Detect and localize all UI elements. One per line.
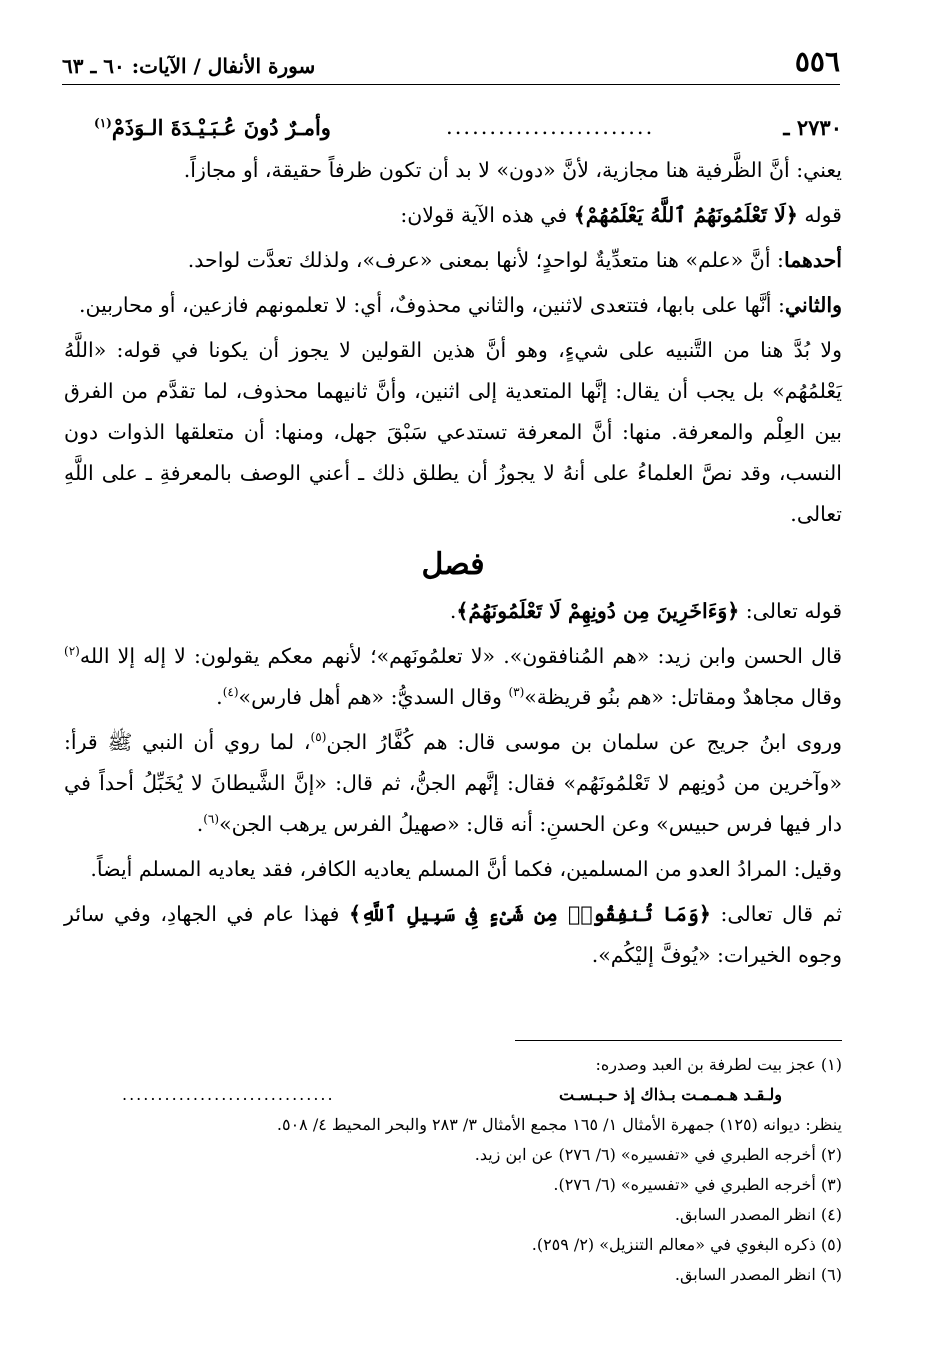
- opinion-label: أحدهما: [783, 248, 842, 272]
- main-text: [64, 104, 842, 980]
- paragraph-text: قوله تعالى:: [739, 599, 842, 623]
- paragraph-text: : أنَّ «علم» هنا متعدِّيةٌ لواحدٍ؛ لأنها بمعنى «عرف»، ولذلك تعدَّت لواحد.: [187, 248, 784, 272]
- paragraph-text: وقال السديُّ: «هم أهل فارس»: [238, 685, 509, 709]
- paragraph: [64, 894, 842, 976]
- quran-quote: ﴿لَا تَعْلَمُونَهُمُ ٱللَّهُ يَعْلَمُهُمْ﴾: [573, 203, 798, 227]
- footnote-ref: (٣): [508, 685, 525, 700]
- paragraph: [64, 849, 842, 890]
- verse-half-text: وأمـرٌ دُونَ عُـبَـيْـدَةَ الـوَذَمْ: [111, 114, 331, 140]
- poem-dots: ..............................: [122, 1085, 335, 1104]
- poetry-verse: [64, 104, 842, 150]
- footnote: (٦) انظر المصدر السابق.: [674, 1265, 842, 1284]
- quran-quote: ﴿وَءَاخَرِينَ مِن دُونِهِمْ لَا تَعْلَمُونَهُمُ﴾: [456, 599, 740, 623]
- paragraph: [64, 636, 842, 718]
- paragraph-text: ثم قال تعالى:: [710, 902, 843, 926]
- paragraph-text: قوله: [797, 203, 842, 227]
- footnote-poem: [64, 1080, 842, 1110]
- paragraph-text: يعني: أنَّ الظَّرفية هنا مجازية، لأنَّ «دون» لا بد أن تكون ظرفاً حقيقة، أو مجازاً.: [183, 158, 842, 182]
- paragraph-text: ولا بُدَّ هنا من التَّنبيه على شيءٍ، وهو أنَّ هذين القولين لا يجوز أن يكونا في قوله: «اللَّهُ يَعْلمُهُم» بل يجب أن يقال: إنَّها المتعدية إلى اثنين، وأنَّ ثانيهما محذوف، لما تقدَّم من الفرق بين العِلْم والمعرفة. منها: أنَّ المعرفة تستدعي سَبْقَ جهل، ومنها: أن متعلقها الذوات دون النسب، وقد نصَّ العلماءُ على أنهُ لا يجوزُ أن يطلق ذلك ـ أعني الوصف بالمعرفةِ ـ على اللَّهِ تعالى.: [64, 338, 842, 526]
- footnote: (٢) أخرجه الطبري في «تفسيره» (٦/ ٢٧٦) عن ابن زيد.: [474, 1145, 842, 1164]
- footnote-ref: (٢): [64, 644, 80, 659]
- footnote-ref: (٤): [222, 685, 239, 700]
- footnote: (٤) انظر المصدر السابق.: [674, 1205, 842, 1224]
- page-header: [62, 38, 840, 85]
- verse-number: ٢٧٣٠ ـ: [783, 114, 842, 140]
- paragraph-text: وقال مجاهدٌ ومقاتل: «هم بنُو قريظة»: [524, 685, 842, 709]
- section-heading: فصل: [421, 547, 485, 582]
- footnote-source: ينظر: ديوانه (١٢٥) جمهرة الأمثال ١/ ١٦٥ مجمع الأمثال ٣/ ٢٨٣ والبحر المحيط ٤/ ٥٠٨.: [276, 1115, 842, 1134]
- paragraph: [64, 240, 842, 281]
- footnote-ref: (٥): [310, 730, 327, 745]
- paragraph-text: فهذا عام في الجهادِ، وفي سائر وجوه الخيرات: «يُوفَّ إليْكُم».: [64, 902, 842, 967]
- paragraph-text: .: [196, 812, 204, 836]
- footnote-ref: (٦): [203, 812, 220, 827]
- verse-half: [64, 107, 331, 148]
- footnote-ref: (١): [94, 115, 112, 130]
- footnote: (١) عجز بيت لطرفة بن العبد وصدره:: [595, 1055, 842, 1074]
- footnote-divider: [515, 1040, 842, 1041]
- paragraph: [64, 722, 842, 845]
- paragraph-text: .: [449, 599, 457, 623]
- page-number: ٥٥٦: [794, 45, 840, 78]
- footnote: (٥) ذكره البغوي في «معالم التنزيل» (٢/ ٢٥٩).: [531, 1235, 842, 1254]
- paragraph-text: : أنَّها على بابها، فتتعدى لاثنين، والثاني محذوفٌ، أي: لا تعلمونهم فازعين، أو محاربين.: [78, 293, 785, 317]
- footnotes: [64, 1050, 842, 1290]
- paragraph-text: ، لما روي أن النبي ﷺ قرأ: «وآخرين من دُونِهم لا تَعْلمُونَهُم» فقال: إنَّهم الجنُّ، ثم قال: «إنَّ الشَّيطانَ لا يُخَبِّلُ أحداً في دار فيها فرس حبيس» وعن الحسنِ: أنه قال: «صهيلُ الفرس يرهب الجن»: [64, 730, 842, 836]
- opinion-label: والثاني: [784, 293, 842, 317]
- paragraph: [64, 285, 842, 326]
- paragraph-text: وروى ابنُ جريج عن سلمان بن موسى قال: هم كُفَّارُ الجن: [326, 730, 843, 754]
- paragraph: [64, 591, 842, 632]
- surah-title: سورة الأنفال / الآيات: ٦٠ ـ ٦٣: [62, 54, 316, 78]
- paragraph: [64, 195, 842, 236]
- quran-quote: ﴿وَمَا تُنفِقُوا۟ مِن شَىْءٍ فِى سَبِيلِ ٱللَّهِ﴾: [348, 902, 711, 926]
- paragraph: [64, 330, 842, 535]
- paragraph-text: .: [216, 685, 223, 709]
- poem-half: ولـقـد هـمـمـت بـذاك إذ حـبـسـت: [559, 1085, 782, 1104]
- verse-dots: ........................: [446, 114, 655, 139]
- footnote: (٣) أخرجه الطبري في «تفسيره» (٦/ ٢٧٦).: [553, 1175, 842, 1194]
- paragraph-text: وقيل: المرادُ العدو من المسلمين، فكما أنَّ المسلم يعاديه الكافر، فقد يعاديه المسلم أيضاً.: [90, 857, 842, 881]
- paragraph-text: في هذه الآية قولان:: [400, 203, 574, 227]
- paragraph-text: قال الحسن وابن زيد: «هم المُنافقون». «لا تعلمُونَهم»؛ لأنهم معكم يقولون: لا إله إلا الله: [79, 644, 842, 668]
- paragraph: [64, 150, 842, 191]
